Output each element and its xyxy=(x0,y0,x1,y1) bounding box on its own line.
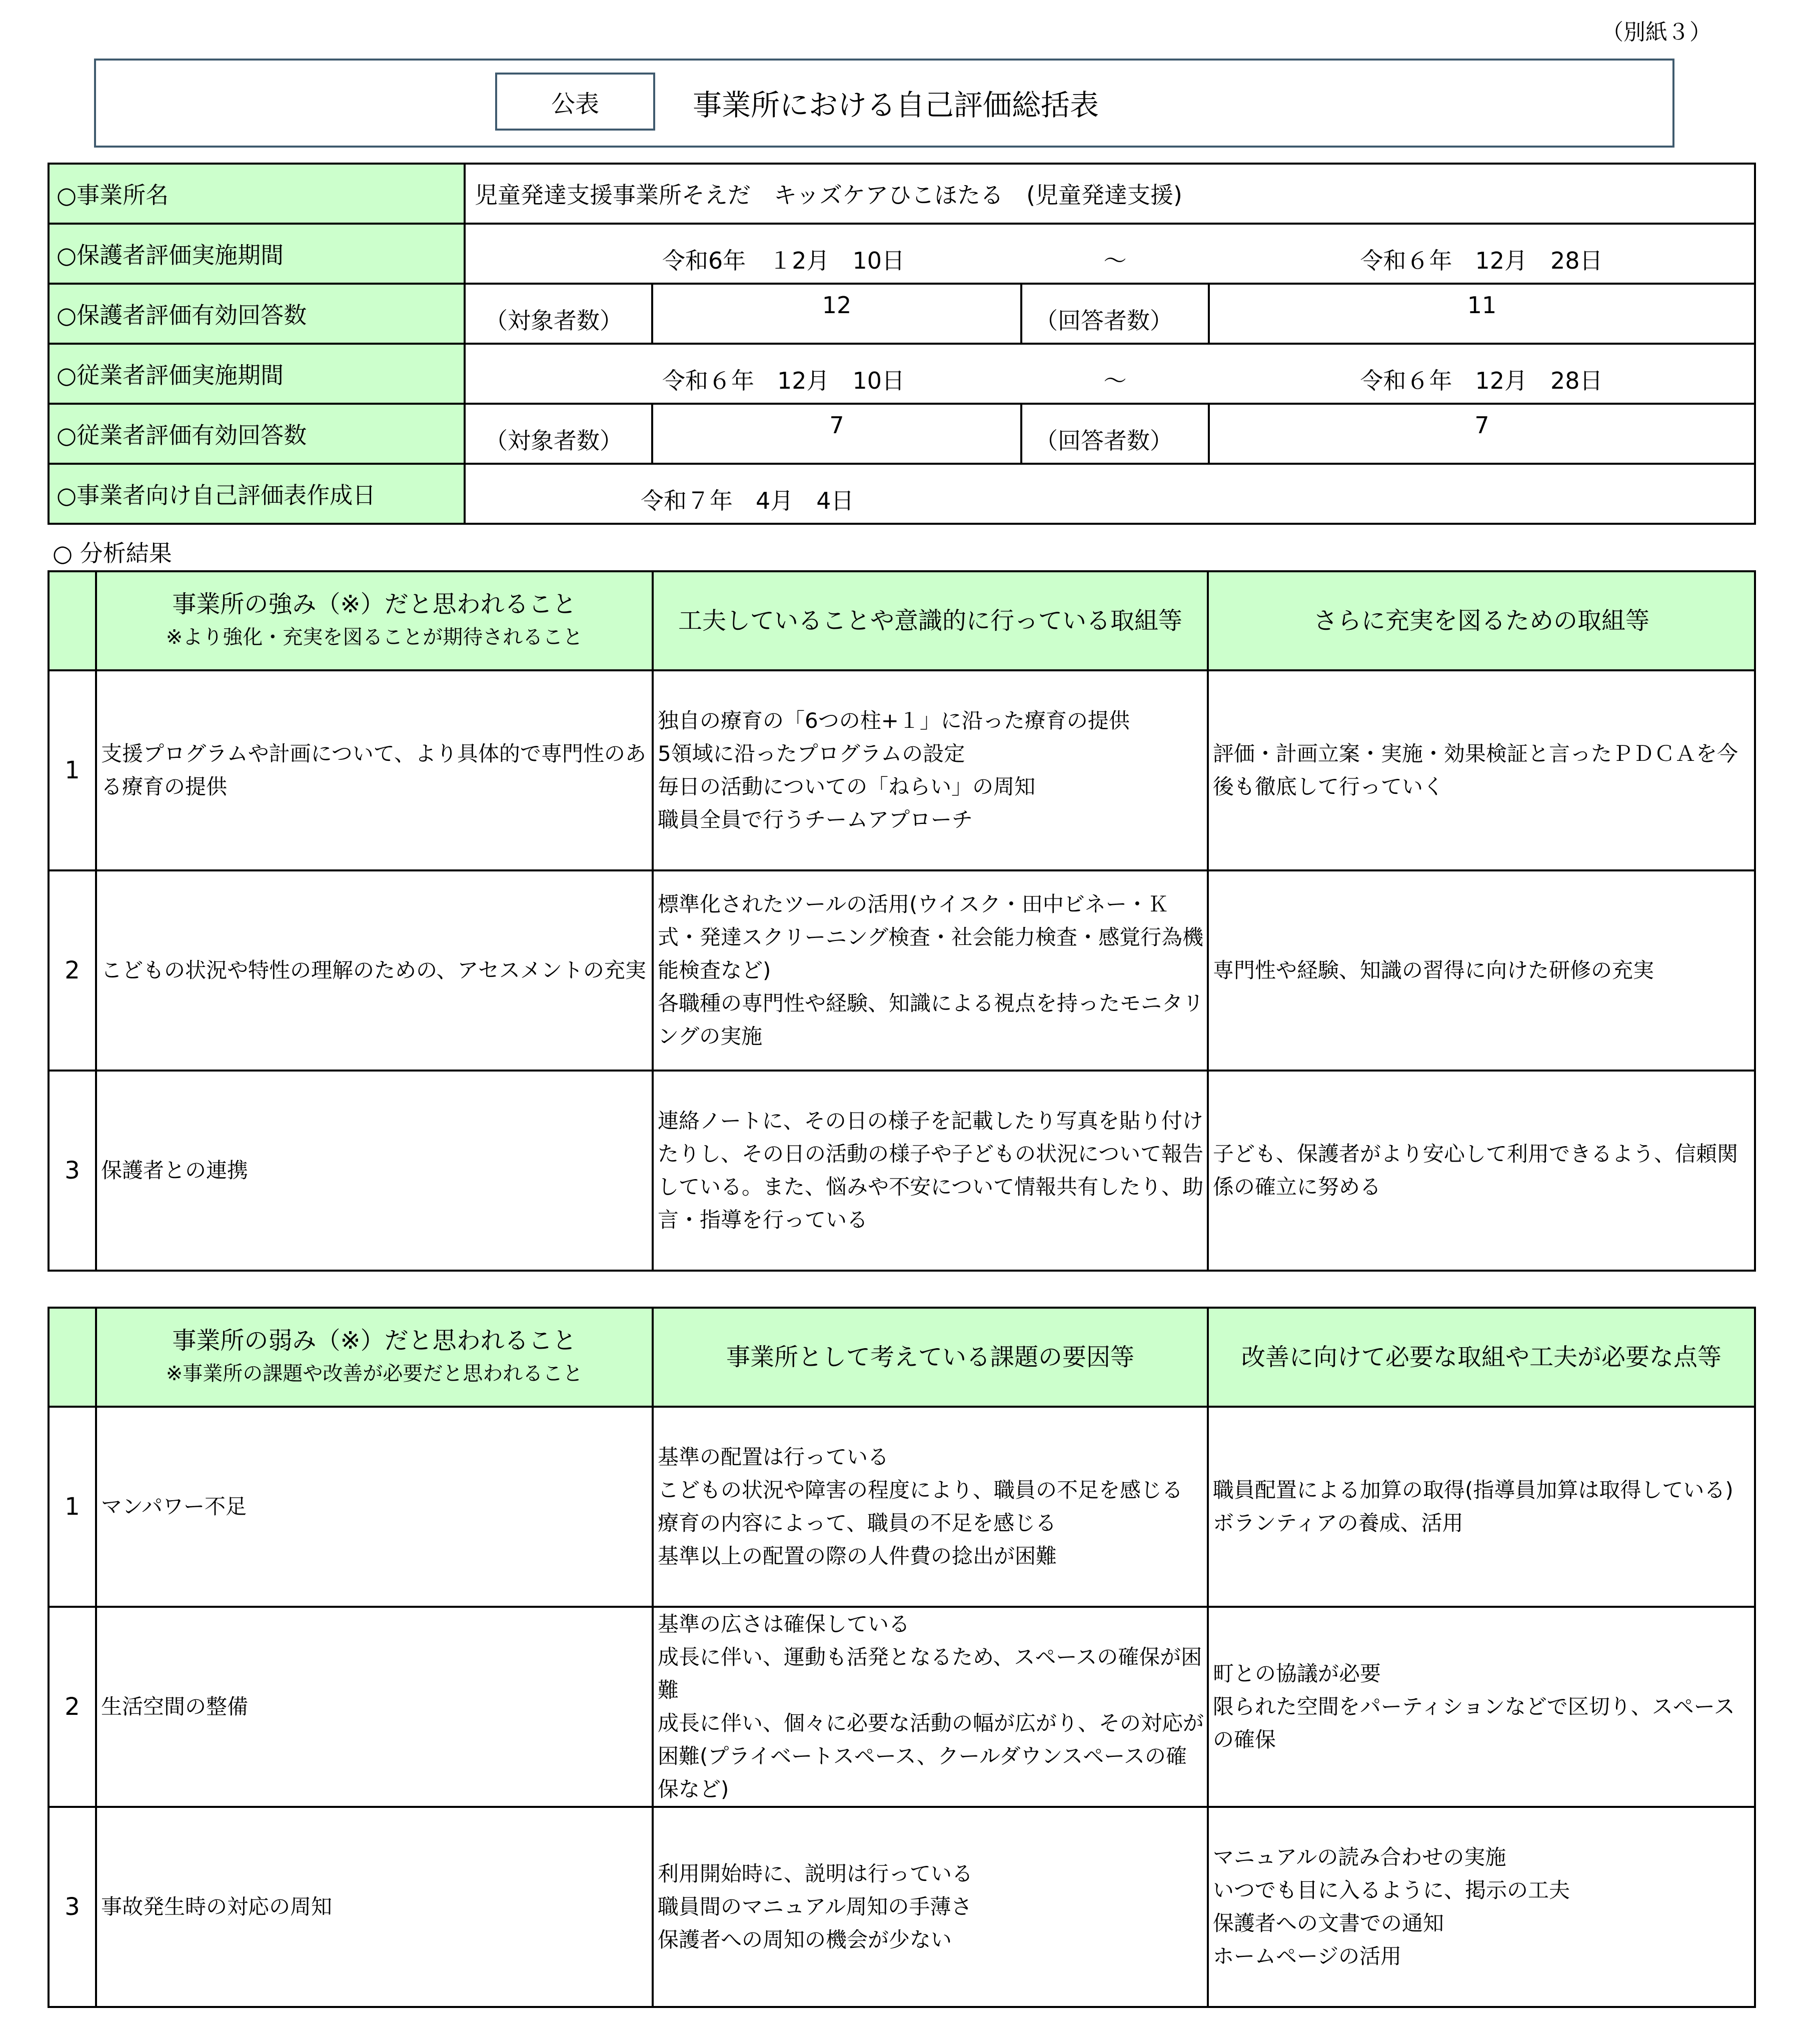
row-number: 1 xyxy=(49,670,96,870)
staff-target-label: （対象者数） xyxy=(465,404,652,464)
staff-period-start: 令和６年 12月 10日 xyxy=(465,344,1021,404)
staff-respondent-count: 7 xyxy=(1209,404,1755,464)
page-title: 事業所における自己評価総括表 xyxy=(693,88,1099,122)
header-number-cell xyxy=(49,571,96,670)
weakness-improve: 町との協議が必要 限られた空間をパーティションなどで区切り、スペースの確保 xyxy=(1208,1607,1755,1807)
weaknesses-header-row xyxy=(49,1308,1755,1407)
weakness-item: 事故発生時の対応の周知 xyxy=(96,1807,653,2007)
guardian-target-count: 12 xyxy=(652,284,1021,344)
row-number: 2 xyxy=(49,1607,96,1807)
weaknesses-header-note: ※事業所の課題や改善が必要だと思われること xyxy=(166,1362,583,1385)
guardian-period-tilde: ～ xyxy=(1021,224,1209,284)
staff-respondent-label: （回答者数） xyxy=(1021,404,1209,464)
weakness-factors: 利用開始時に、説明は行っている 職員間のマニュアル周知の手薄さ 保護者への周知の機会が少ない xyxy=(653,1807,1208,2007)
weakness-item: マンパワー不足 xyxy=(96,1407,653,1607)
weakness-factors: 基準の配置は行っている こどもの状況や障害の程度により、職員の不足を感じる 療育の内容によって、職員の不足を感じる 基準以上の配置の際の人件費の捻出が困難 xyxy=(653,1407,1208,1607)
guardian-response-label: ○保護者評価有効回答数 xyxy=(49,284,465,344)
guardian-response-row xyxy=(49,284,1755,344)
strength-row xyxy=(49,670,1755,870)
staff-response-label: ○従業者評価有効回答数 xyxy=(49,404,465,464)
row-number: 3 xyxy=(49,1071,96,1271)
weaknesses-header-main xyxy=(96,1308,653,1407)
weakness-row xyxy=(49,1807,1755,2007)
facility-info-table xyxy=(48,163,1756,525)
staff-period-tilde: ～ xyxy=(1021,344,1209,404)
header-number-cell xyxy=(49,1308,96,1407)
strength-item: こどもの状況や特性の理解のための、アセスメントの充実 xyxy=(96,870,653,1071)
attachment-number: （別紙３） xyxy=(1601,20,1711,45)
weakness-item: 生活空間の整備 xyxy=(96,1607,653,1807)
created-date-row xyxy=(49,464,1755,524)
row-number: 3 xyxy=(49,1807,96,2007)
strength-row xyxy=(49,1071,1755,1271)
strengths-header-title: 事業所の強み（※）だと思われること xyxy=(172,590,577,618)
row-number: 2 xyxy=(49,870,96,1071)
guardian-period-end: 令和６年 12月 28日 xyxy=(1209,224,1755,284)
strength-further: 子ども、保護者がより安心して利用できるよう、信頼関係の確立に努める xyxy=(1208,1071,1755,1271)
facility-label: ○事業所名 xyxy=(49,164,465,224)
staff-period-end: 令和６年 12月 28日 xyxy=(1209,344,1755,404)
analysis-section-label: ○ 分析結果 xyxy=(53,540,172,567)
guardian-respondent-count: 11 xyxy=(1209,284,1755,344)
strength-row xyxy=(49,870,1755,1071)
strength-item: 支援プログラムや計画について、より具体的で専門性のある療育の提供 xyxy=(96,670,653,870)
staff-response-row xyxy=(49,404,1755,464)
weaknesses-header-improve: 改善に向けて必要な取組や工夫が必要な点等 xyxy=(1208,1308,1755,1407)
strengths-header-efforts: 工夫していることや意識的に行っている取組等 xyxy=(653,571,1208,670)
public-badge: 公表 xyxy=(495,73,655,131)
weakness-row xyxy=(49,1407,1755,1607)
created-date-value: 令和７年 4月 4日 xyxy=(465,464,1755,524)
strength-efforts: 連絡ノートに、その日の様子を記載したり写真を貼り付けたりし、その日の活動の様子や子どもの状況について報告している。また、悩みや不安について情報共有したり、助言・指導を行っている xyxy=(653,1071,1208,1271)
weaknesses-table xyxy=(48,1307,1756,2008)
guardian-period-label: ○保護者評価実施期間 xyxy=(49,224,465,284)
guardian-period-start: 令和6年 １2月 10日 xyxy=(465,224,1021,284)
guardian-period-row xyxy=(49,224,1755,284)
facility-row xyxy=(49,164,1755,224)
strengths-header-further: さらに充実を図るための取組等 xyxy=(1208,571,1755,670)
strength-item: 保護者との連携 xyxy=(96,1071,653,1271)
weakness-improve: 職員配置による加算の取得(指導員加算は取得している) ボランティアの養成、活用 xyxy=(1208,1407,1755,1607)
guardian-respondent-label: （回答者数） xyxy=(1021,284,1209,344)
strengths-table xyxy=(48,570,1756,1272)
strength-further: 専門性や経験、知識の習得に向けた研修の充実 xyxy=(1208,870,1755,1071)
weakness-row xyxy=(49,1607,1755,1807)
staff-period-row xyxy=(49,344,1755,404)
created-date-label: ○事業者向け自己評価表作成日 xyxy=(49,464,465,524)
staff-period-label: ○従業者評価実施期間 xyxy=(49,344,465,404)
strengths-header-row xyxy=(49,571,1755,670)
facility-value: 児童発達支援事業所そえだ キッズケアひこほたる (児童発達支援) xyxy=(465,164,1755,224)
strength-efforts: 独自の療育の「6つの柱+１」に沿った療育の提供 5領域に沿ったプログラムの設定 毎日の活動についての「ねらい」の周知 職員全員で行うチームアプローチ xyxy=(653,670,1208,870)
weakness-factors: 基準の広さは確保している 成長に伴い、運動も活発となるため、スペースの確保が困難 成長に伴い、個々に必要な活動の幅が広がり、その対応が困難(プライベートスペース、クールダウンスペースの確保など) xyxy=(653,1607,1208,1807)
staff-target-count: 7 xyxy=(652,404,1021,464)
strength-efforts: 標準化されたツールの活用(ウイスク・田中ビネー・Ｋ式・発達スクリーニング検査・社会能力検査・感覚行為機能検査など) 各職種の専門性や経験、知識による視点を持ったモニタリングの実施 xyxy=(653,870,1208,1071)
weaknesses-header-factors: 事業所として考えている課題の要因等 xyxy=(653,1308,1208,1407)
strengths-header-main xyxy=(96,571,653,670)
weakness-improve: マニュアルの読み合わせの実施 いつでも目に入るように、掲示の工夫 保護者への文書での通知 ホームページの活用 xyxy=(1208,1807,1755,2007)
guardian-target-label: （対象者数） xyxy=(465,284,652,344)
strength-further: 評価・計画立案・実施・効果検証と言ったＰＤＣＡを今後も徹底して行っていく xyxy=(1208,670,1755,870)
weaknesses-header-title: 事業所の弱み（※）だと思われること xyxy=(172,1327,577,1355)
row-number: 1 xyxy=(49,1407,96,1607)
strengths-header-note: ※より強化・充実を図ることが期待されること xyxy=(166,626,583,649)
